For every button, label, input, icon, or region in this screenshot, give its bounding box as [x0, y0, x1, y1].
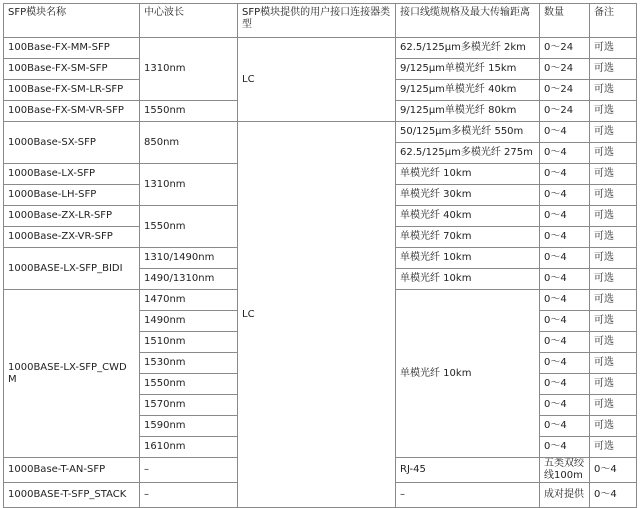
table-row — [4, 38, 637, 59]
table-row — [4, 122, 637, 143]
remark: 可选 — [590, 227, 637, 248]
cable-spec: 单模光纤 10km — [396, 269, 540, 290]
center-wavelength: 1310/1490nm — [140, 248, 238, 269]
center-wavelength: 1530nm — [140, 353, 238, 374]
remark: 可选 — [590, 311, 637, 332]
cable-spec: 单模光纤 10km — [396, 248, 540, 269]
header-row — [4, 4, 637, 38]
module-name: 100Base-FX-SM-VR-SFP — [4, 101, 140, 122]
quantity: 0～4 — [540, 395, 590, 416]
module-name: 1000Base-SX-SFP — [4, 122, 140, 164]
center-wavelength: 1610nm — [140, 437, 238, 458]
center-wavelength: 1550nm — [140, 374, 238, 395]
remark: 可选 — [590, 185, 637, 206]
quantity: 0～4 — [540, 353, 590, 374]
center-wavelength: 1510nm — [140, 332, 238, 353]
module-name: 1000Base-LH-SFP — [4, 185, 140, 206]
remark: 可选 — [590, 269, 637, 290]
module-name: 100Base-FX-SM-SFP — [4, 59, 140, 80]
header-center-wavelength: 中心波长 — [140, 4, 238, 38]
quantity: 0～4 — [540, 143, 590, 164]
cable-spec: 9/125μm单模光纤 40km — [396, 80, 540, 101]
quantity: 0～4 — [540, 248, 590, 269]
center-wavelength: 1310nm — [140, 38, 238, 101]
quantity: 0～4 — [540, 227, 590, 248]
remark: 可选 — [590, 248, 637, 269]
connector-type: RJ-45 — [396, 458, 540, 483]
center-wavelength: 1490/1310nm — [140, 269, 238, 290]
cable-spec: 单模光纤 10km — [396, 164, 540, 185]
module-name: 1000Base-ZX-LR-SFP — [4, 206, 140, 227]
header-remark: 备注 — [590, 4, 637, 38]
remark: 可选 — [590, 416, 637, 437]
module-name: 1000BASE-T-SFP_STACK — [4, 483, 140, 508]
remark: 可选 — [590, 80, 637, 101]
quantity: 0～24 — [540, 59, 590, 80]
center-wavelength: 1590nm — [140, 416, 238, 437]
module-name: 1000Base-ZX-VR-SFP — [4, 227, 140, 248]
quantity: 0～4 — [540, 122, 590, 143]
connector-type: LC — [238, 38, 396, 122]
quantity: 0～4 — [540, 311, 590, 332]
remark: 可选 — [590, 164, 637, 185]
cable-spec: 50/125μm多模光纤 550m — [396, 122, 540, 143]
header-connector-type: SFP模块提供的用户接口连接器类型 — [238, 4, 396, 38]
center-wavelength: 1570nm — [140, 395, 238, 416]
cable-spec: 单模光纤 30km — [396, 185, 540, 206]
cable-spec: 单模光纤 10km — [396, 290, 540, 458]
quantity: 0～4 — [540, 206, 590, 227]
cable-spec: 五类双绞线100m — [540, 458, 590, 483]
module-name: 100Base-FX-SM-LR-SFP — [4, 80, 140, 101]
module-name: 1000BASE-LX-SFP_CWDM — [4, 290, 140, 458]
center-wavelength: 850nm — [140, 122, 238, 164]
quantity: 0～4 — [540, 437, 590, 458]
center-wavelength: 1550nm — [140, 101, 238, 122]
quantity: 0～4 — [540, 164, 590, 185]
remark: 可选 — [590, 206, 637, 227]
sfp-module-table — [3, 3, 637, 508]
cable-spec: 62.5/125μm多模光纤 2km — [396, 38, 540, 59]
quantity: 0～4 — [540, 185, 590, 206]
remark: 可选 — [590, 332, 637, 353]
quantity: 0～24 — [540, 80, 590, 101]
quantity: 0～4 — [540, 269, 590, 290]
cable-spec: 单模光纤 40km — [396, 206, 540, 227]
remark: 可选 — [590, 290, 637, 311]
remark: 可选 — [590, 353, 637, 374]
module-name: 1000BASE-LX-SFP_BIDI — [4, 248, 140, 290]
quantity: 0～24 — [540, 101, 590, 122]
remark: 可选 — [590, 101, 637, 122]
quantity: 0～4 — [540, 290, 590, 311]
cable-spec: 9/125μm单模光纤 15km — [396, 59, 540, 80]
cable-spec: 62.5/125μm多模光纤 275m — [396, 143, 540, 164]
connector-type: – — [396, 483, 540, 508]
center-wavelength: 1470nm — [140, 290, 238, 311]
center-wavelength: 1310nm — [140, 164, 238, 206]
quantity: 0～4 — [540, 416, 590, 437]
connector-type: LC — [238, 122, 396, 508]
header-quantity: 数量 — [540, 4, 590, 38]
cable-spec: 成对提供 — [540, 483, 590, 508]
module-name: 100Base-FX-MM-SFP — [4, 38, 140, 59]
center-wavelength: 1550nm — [140, 206, 238, 248]
quantity: 0～4 — [540, 332, 590, 353]
center-wavelength: – — [140, 483, 238, 508]
center-wavelength: – — [140, 458, 238, 483]
remark: 可选 — [590, 59, 637, 80]
quantity: 0～4 — [590, 458, 637, 483]
header-cable-spec: 接口线缆规格及最大传输距离 — [396, 4, 540, 38]
cable-spec: 9/125μm单模光纤 80km — [396, 101, 540, 122]
quantity: 0～4 — [540, 374, 590, 395]
center-wavelength: 1490nm — [140, 311, 238, 332]
remark: 可选 — [590, 143, 637, 164]
remark: 可选 — [590, 38, 637, 59]
module-name: 1000Base-T-AN-SFP — [4, 458, 140, 483]
remark: 可选 — [590, 395, 637, 416]
module-name: 1000Base-LX-SFP — [4, 164, 140, 185]
remark: 可选 — [590, 374, 637, 395]
cable-spec: 单模光纤 70km — [396, 227, 540, 248]
quantity: 0～24 — [540, 38, 590, 59]
remark: 可选 — [590, 122, 637, 143]
remark: 可选 — [590, 437, 637, 458]
quantity: 0～4 — [590, 483, 637, 508]
header-module-name: SFP模块名称 — [4, 4, 140, 38]
